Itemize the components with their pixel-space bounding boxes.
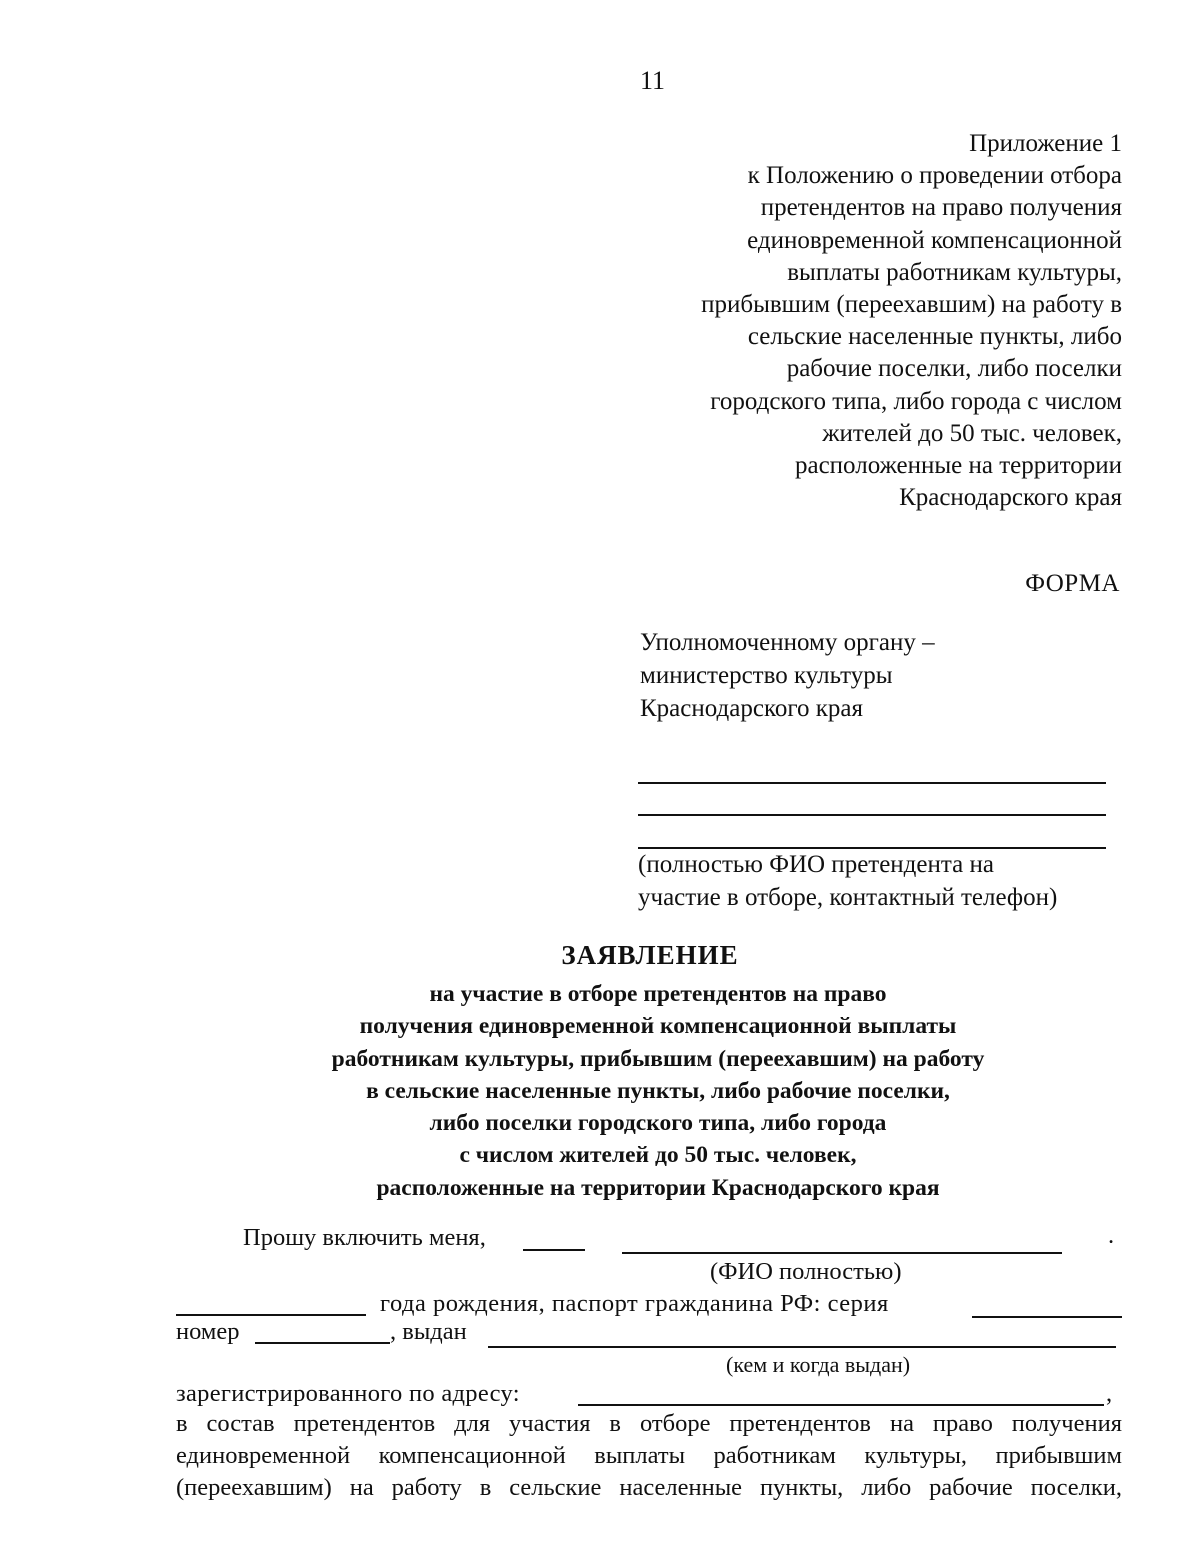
appendix-line: выплаты работникам культуры, (787, 258, 1122, 286)
passport-series-field[interactable] (972, 1316, 1122, 1318)
appendix-line: прибывшим (переехавшим) на работу в (701, 291, 1122, 319)
address-end-mark: , (1106, 1380, 1113, 1407)
fio-end-mark: . (1108, 1222, 1115, 1249)
request-text: Прошу включить меня, (243, 1224, 486, 1251)
addressee-line: министерство культуры (640, 662, 893, 689)
appendix-line: Приложение 1 (969, 130, 1122, 157)
subtitle-line: работникам культуры, прибывшим (переехавшим) на работу (331, 1045, 985, 1072)
applicant-blank-line (638, 814, 1106, 816)
applicant-caption (638, 848, 1057, 914)
subtitle-line: расположенные на территории Краснодарского края (376, 1174, 940, 1201)
birth-passport-text: года рождения, паспорт гражданина РФ: серия (380, 1290, 889, 1317)
appendix-line: к Положению о проведении отбора (747, 162, 1122, 190)
subtitle-line: получения единовременной компенсационной выплаты (359, 1013, 957, 1040)
document-subtitle (268, 978, 1048, 1204)
issued-caption: (кем и когда выдан) (726, 1352, 911, 1377)
fio-caption: (ФИО полностью) (710, 1258, 902, 1285)
appendix-header (701, 128, 1122, 514)
subtitle-line: с числом жителей до 50 тыс. человек, (459, 1142, 857, 1169)
addressee-block (640, 626, 935, 725)
appendix-line: претендентов на право получения (760, 194, 1122, 222)
address-field[interactable] (578, 1404, 1104, 1406)
paragraph-line: в состав претендентов для участия в отборе претендентов на право получения (176, 1410, 1122, 1437)
applicant-blank-line (638, 782, 1106, 784)
appendix-line: жителей до 50 тыс. человек, (822, 419, 1122, 447)
birth-year-field[interactable] (176, 1314, 366, 1316)
fio-prefix-field[interactable] (523, 1249, 585, 1251)
subtitle-line: на участие в отборе претендентов на право (429, 981, 887, 1007)
body-paragraph (176, 1408, 1122, 1504)
subtitle-line: в сельские населенные пункты, либо рабочие поселки, (366, 1077, 950, 1104)
document-title: ЗАЯВЛЕНИЕ (561, 940, 739, 970)
subtitle-line: либо поселки городского типа, либо города (429, 1110, 887, 1137)
address-label: зарегистрированного по адресу: (176, 1380, 520, 1407)
appendix-line: расположенные на территории (794, 452, 1122, 480)
passport-number-label: номер (176, 1318, 240, 1345)
addressee-line: Уполномоченному органу – (640, 629, 935, 656)
appendix-line: рабочие поселки, либо поселки (786, 355, 1122, 383)
paragraph-line: (переехавшим) на работу в сельские населенные пункты, либо рабочие поселки, (176, 1474, 1122, 1501)
page-number: 11 (640, 66, 666, 95)
issued-by-field[interactable] (488, 1346, 1116, 1348)
passport-number-field[interactable] (255, 1342, 390, 1344)
applicant-caption-line: участие в отборе, контактный телефон) (638, 884, 1058, 911)
fio-field[interactable] (622, 1252, 1062, 1254)
appendix-line: Краснодарского края (899, 484, 1122, 512)
paragraph-line: единовременной компенсационной выплаты работникам культуры, прибывшим (176, 1442, 1122, 1469)
appendix-line: сельские населенные пункты, либо (747, 323, 1122, 351)
addressee-line: Краснодарского края (640, 695, 863, 722)
appendix-line: единовременной компенсационной (747, 226, 1122, 254)
applicant-caption-line: (полностью ФИО претендента на (638, 851, 994, 878)
form-label: ФОРМА (1025, 570, 1120, 597)
appendix-line: городского типа, либо города с числом (710, 387, 1122, 415)
issued-label: , выдан (390, 1318, 467, 1345)
